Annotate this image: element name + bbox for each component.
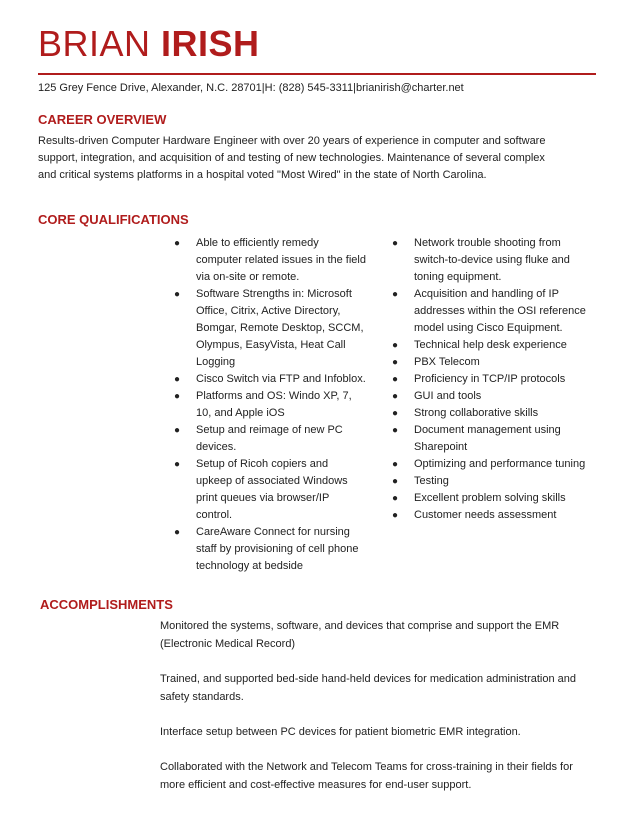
qualification-text: Setup and reimage of new PC devices.	[196, 424, 343, 453]
qualification-text: Acquisition and handling of IP addresses within the OSI reference model using Cisco Equipment.	[414, 288, 586, 334]
bullet-dot-icon: ●	[392, 459, 399, 470]
bullet-dot-icon: ●	[392, 289, 399, 300]
qualification-item	[392, 422, 588, 456]
bullet-dot-icon: ●	[174, 527, 181, 538]
qualifications-right-list	[392, 235, 588, 524]
bullet-dot-icon: ●	[392, 391, 399, 402]
qualification-item	[392, 337, 588, 354]
qualification-item	[392, 490, 588, 507]
accomplishments-heading: ACCOMPLISHMENTS	[40, 597, 173, 612]
qualification-item	[174, 371, 366, 388]
bullet-dot-icon: ●	[174, 374, 181, 385]
qualification-item	[174, 388, 366, 422]
bullet-dot-icon: ●	[174, 238, 181, 249]
qualification-item	[392, 473, 588, 490]
resume-name	[38, 22, 260, 66]
qualification-text: Testing	[414, 475, 449, 487]
qualification-item	[174, 456, 366, 524]
career-overview-heading: CAREER OVERVIEW	[38, 112, 167, 127]
qualification-text: Strong collaborative skills	[414, 407, 539, 419]
qualification-item	[392, 235, 588, 286]
qualification-text: Customer needs assessment	[414, 509, 557, 521]
qualification-text: Document management using Sharepoint	[414, 424, 561, 453]
qualifications-left-list	[174, 235, 366, 575]
bullet-dot-icon: ●	[392, 340, 399, 351]
bullet-dot-icon: ●	[392, 374, 399, 385]
last-name: IRISH	[161, 23, 260, 64]
qualification-text: GUI and tools	[414, 390, 482, 402]
qualification-item	[174, 524, 366, 575]
qualification-item	[392, 371, 588, 388]
qualification-text: Optimizing and performance tuning	[414, 458, 586, 470]
qualification-text: Network trouble shooting from switch-to-device using fluke and toning equipment.	[414, 237, 570, 283]
contact-line: 125 Grey Fence Drive, Alexander, N.C. 28701|H: (828) 545-3311|brianirish@charter.net	[38, 82, 464, 94]
bullet-dot-icon: ●	[392, 408, 399, 419]
career-overview-text: Results-driven Computer Hardware Engineer with over 20 years of experience in computer and software support, integration, and acquisition of and testing of new technologies. Maintenance of several complex and critical systems platforms in a hospital voted "Most Wired" in the state of North Carolina.	[38, 135, 546, 181]
qualification-item	[392, 286, 588, 337]
bullet-dot-icon: ●	[392, 238, 399, 249]
core-qualifications-heading: CORE QUALIFICATIONS	[38, 212, 189, 227]
header-divider	[38, 73, 596, 75]
qualification-item	[174, 422, 366, 456]
qualification-text: Software Strengths in: Microsoft Office, Citrix, Active Directory, Bomgar, Remote Desktop, SCCM, Olympus, EasyVista, Heat Call Logging	[196, 288, 364, 368]
qualification-item	[174, 286, 366, 371]
qualification-text: CareAware Connect for nursing staff by provisioning of cell phone technology at bedside	[196, 526, 359, 572]
bullet-dot-icon: ●	[174, 459, 181, 470]
qualification-item	[392, 507, 588, 524]
qualification-item	[392, 405, 588, 422]
accomplishment-item: Interface setup between PC devices for patient biometric EMR integration.	[160, 726, 521, 738]
qualification-text: Setup of Ricoh copiers and upkeep of associated Windows print queues via browser/IP control.	[196, 458, 348, 521]
bullet-dot-icon: ●	[392, 425, 399, 436]
bullet-dot-icon: ●	[174, 289, 181, 300]
qualification-item	[392, 388, 588, 405]
qualification-item	[174, 235, 366, 286]
qualification-text: Technical help desk experience	[414, 339, 567, 351]
accomplishment-item: Monitored the systems, software, and devices that comprise and support the EMR (Electronic Medical Record)	[160, 620, 560, 650]
bullet-dot-icon: ●	[392, 510, 399, 521]
bullet-dot-icon: ●	[392, 357, 399, 368]
bullet-dot-icon: ●	[392, 476, 399, 487]
qualification-text: Cisco Switch via FTP and Infoblox.	[196, 373, 366, 385]
bullet-dot-icon: ●	[174, 425, 181, 436]
accomplishment-item: Trained, and supported bed-side hand-held devices for medication administration and safety standards.	[160, 673, 577, 703]
first-name: BRIAN	[38, 23, 151, 64]
qualification-text: Proficiency in TCP/IP protocols	[414, 373, 566, 385]
accomplishments-list	[160, 617, 580, 811]
bullet-dot-icon: ●	[392, 493, 399, 504]
qualification-item	[392, 456, 588, 473]
bullet-dot-icon: ●	[174, 391, 181, 402]
qualification-text: Able to efficiently remedy computer related issues in the field via on-site or remote.	[196, 237, 366, 283]
accomplishment-item: Collaborated with the Network and Telecom Teams for cross-training in their fields for more efficient and cost-effective measures for end-user support.	[160, 761, 573, 791]
qualification-item	[392, 354, 588, 371]
qualification-text: PBX Telecom	[414, 356, 480, 368]
qualification-text: Platforms and OS: Windo XP, 7, 10, and Apple iOS	[196, 390, 352, 419]
qualification-text: Excellent problem solving skills	[414, 492, 566, 504]
